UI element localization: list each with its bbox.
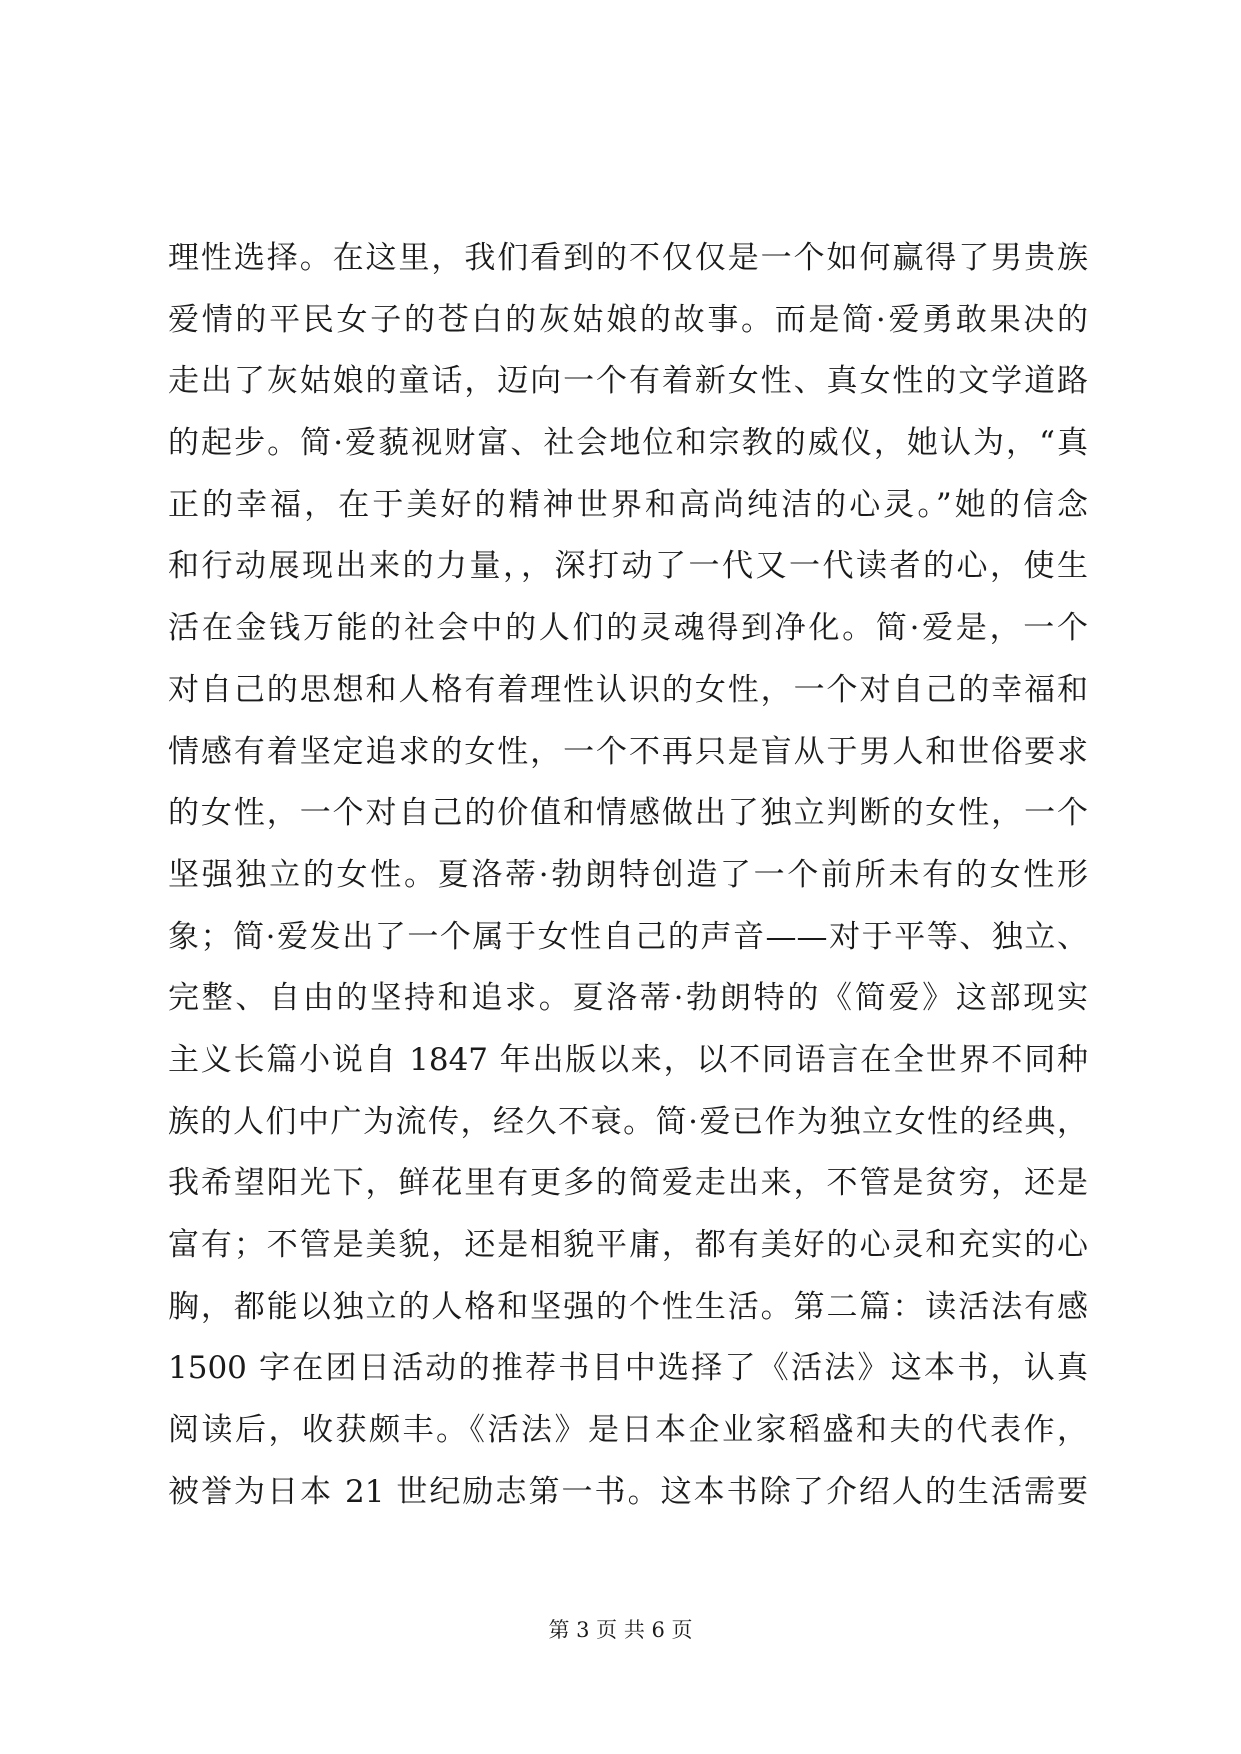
- text-line: 富有；不管是美貌，还是相貌平庸，都有美好的心灵和充实的心: [168, 1227, 1088, 1263]
- text-line: 活在金钱万能的社会中的人们的灵魂得到净化。简·爱是，一个: [168, 610, 1088, 647]
- text-line: 理性选择。在这里，我们看到的不仅仅是一个如何赢得了男贵族: [168, 240, 1088, 276]
- page-number-footer: 第 3 页 共 6 页: [548, 1618, 693, 1642]
- text-line: 完整、自由的坚持和追求。夏洛蒂·勃朗特的《简爱》这部现实: [168, 980, 1088, 1017]
- body-text: [168, 228, 1088, 1523]
- text-line: 和行动展现出来的力量，，深打动了一代又一代读者的心，使生: [168, 548, 1088, 585]
- text-line: 阅读后，收获颇丰。《活法》是日本企业家稻盛和夫的代表作，: [168, 1412, 1088, 1449]
- text-line: 1500 字在团日活动的推荐书目中选择了《活法》这本书，认真: [168, 1350, 1088, 1387]
- text-line: 对自己的思想和人格有着理性认识的女性，一个对自己的幸福和: [168, 671, 1088, 708]
- text-line: 爱情的平民女子的苍白的灰姑娘的故事。而是简·爱勇敢果决的: [168, 301, 1088, 338]
- text-line: 主义长篇小说自 1847 年出版以来，以不同语言在全世界不同种: [168, 1041, 1088, 1078]
- text-line: 被誉为日本 21 世纪励志第一书。这本书除了介绍人的生活需要: [168, 1473, 1088, 1510]
- text-line: 族的人们中广为流传，经久不衰。简·爱已作为独立女性的经典，: [168, 1103, 1088, 1140]
- text-line: 我希望阳光下，鲜花里有更多的简爱走出来，不管是贫穷，还是: [168, 1165, 1088, 1202]
- text-line: 胸，都能以独立的人格和坚强的个性生活。第二篇：读活法有感: [168, 1288, 1088, 1325]
- text-line: 情感有着坚定追求的女性，一个不再只是盲从于男人和世俗要求: [168, 733, 1088, 770]
- text-line: 正的幸福，在于美好的精神世界和高尚纯洁的心灵。”她的信念: [168, 486, 1088, 523]
- text-line: 走出了灰姑娘的童话，迈向一个有着新女性、真女性的文学道路: [168, 363, 1088, 400]
- text-line: 的起步。简·爱藐视财富、社会地位和宗教的威仪，她认为，“真: [168, 425, 1088, 462]
- text-line: 的女性，一个对自己的价值和情感做出了独立判断的女性，一个: [168, 795, 1088, 832]
- text-line: 坚强独立的女性。夏洛蒂·勃朗特创造了一个前所未有的女性形: [168, 856, 1088, 893]
- text-line: 象；简·爱发出了一个属于女性自己的声音——对于平等、独立、: [168, 918, 1088, 955]
